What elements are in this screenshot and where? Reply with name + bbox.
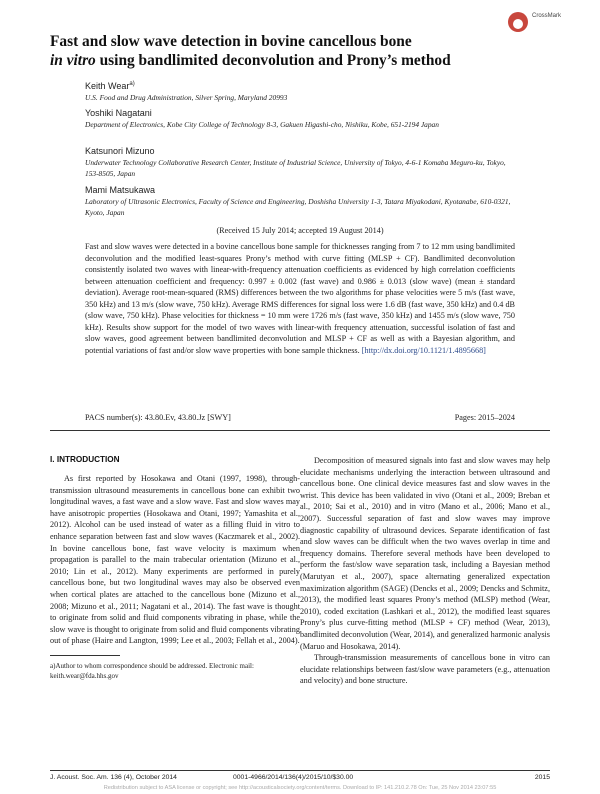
paper-title	[50, 33, 550, 70]
left-column	[50, 473, 300, 647]
abstract-text: Fast and slow waves were detected in a bovine cancellous bone sample for thicknesses ranging from 7 to 12 mm using bandlimited deconvolution and the modified least-squares Prony’s method with curve fitting (MLSP + CF). Bandlimited deconvolution consistently isolated two waves with linear-with-frequency attenuation coefficients as evidenced by high correlation coefficients between attenuation coefficient and frequency: 0.997 ± 0.002 (fast wave) and 0.986 ± 0.013 (slow wave) (mean ± standard deviation). Average root-mean-squared (RMS) differences between the two algorithms for phase velocities were 5 m/s (fast wave, 350 kHz) and 13 m/s (slow wave, 750 kHz). Average RMS differences for signal loss were 1.6 dB (fast wave, 350 kHz) and 0.4 dB (slow wave, 750 kHz). Phase velocities for thickness = 10 mm were 1726 m/s (fast wave, 350 kHz) and 1455 m/s (slow wave, 750 kHz). Results show support for the model of two waves with linear-with frequency attenuation, successful isolation of fast and slow waves, good agreement between bandlimited deconvolution and MLSP + CF as well as with a Bayesian algorithm, and potential variations of fast and/or slow wave properties with bone sample thickness.	[85, 242, 515, 355]
body-paragraph: Decomposition of measured signals into fast and slow waves may help elucidate mechanisms underlying the interaction between ultrasound and cancellous bone. One clinical device measures fast and slow waves in the wrist. This device has been validated in vivo (Otani et al., 2009; Breban et al., 2010; Sai et al., 2010) and in vitro (Mano et al., 2006; Mano et al., 2007). Successful separation of fast and slow waves may improve diagnostic capability of ultrasound devices. Separate identification of fast and slow waves can be difficult when the two waves overlap in time and frequency domains. Therefore several methods have been developed to perform the fast/slow wave separation task, including a Bayesian method (Marutyan et al., 2007), space alternating generalized expectation maximization algorithm (SAGE) (Dencks et al., 2009; Dencks and Schmitz, 2013), the modified least squares Prony’s method (MLSP) method (Wear, 2010), coded excitation (Lashkari et al., 2012), the modified least squares Prony’s plus curve-fitting method (MLSP + CF) method (Wear, 2013), bandlimited deconvolution (Wear, 2014), and generalized harmonic analysis (Maruo and Hosokawa, 2014).	[300, 456, 550, 651]
footer-divider	[50, 770, 550, 771]
body-paragraph: Through-transmission measurements of cancellous bone in vitro can elucidate relationships between fast/slow wave parameters (e.g., attenuation and velocity) and bone structure.	[300, 653, 550, 686]
author-affiliation: Underwater Technology Collaborative Research Center, Institute of Industrial Science, University of Tokyo, 4-6-1 Komaba Meguro-ku, Tokyo, 153-8505, Japan	[85, 158, 506, 178]
author-name: Katsunori Mizuno	[85, 146, 155, 156]
right-column	[300, 455, 550, 687]
intro-paragraph: As first reported by Hosokawa and Otani (1997, 1998), through-transmission ultrasound measurements in cancellous bone can exhibit two longitudinal waves, a fast wave and a slow wave. Fast and slow waves may have anisotropic properties (Hosokawa and Otani, 1997; Yamashita et al., 2012). Alcohol can be used instead of water as a filling fluid in vitro to enhance separation between fast and slow waves (Kaczmarek et al., 2002). In bovine cancellous bone, fast wave velocity is maximum when propagation is parallel to the main trabecular orientation (Mizuno et al., 2010; Lin et al., 2012). Many experiments are performed in purely cancellous bone, but two longitudinal waves may also be observed even when cortical plates are attached to the cancellous bone (Mizuno et al., 2008; Mizuno et al., 2011; Nagatani et al., 2014). The fast wave is thought to originate from solid and fluid components vibrating in phase, while the slow wave is thought to originate from solid and fluid components vibrating out of phase (Haire and Langton, 1999; Lee et al., 2003; Fellah et al., 2004).	[50, 474, 300, 646]
pacs-numbers: PACS number(s): 43.80.Ev, 43.80.Jz [SWY]	[85, 413, 231, 422]
page-range: Pages: 2015–2024	[454, 413, 515, 422]
footer-code: 0001-4966/2014/136(4)/2015/10/$30.00	[233, 774, 354, 781]
author-name: Yoshiki Nagatani	[85, 108, 152, 118]
author-affiliation: Laboratory of Ultrasonic Electronics, Faculty of Science and Engineering, Doshisha University 1-3, Tatara Miyakodani, Kyotanabe, 610-0321, Kyoto, Japan	[85, 197, 511, 217]
author-name: Mami Matsukawa	[85, 185, 156, 195]
page-number: 2015	[534, 774, 550, 781]
title-line-2-italic: in vitro	[50, 51, 96, 69]
author-affiliation: U.S. Food and Drug Administration, Silver Spring, Maryland 20993	[85, 93, 288, 102]
divider	[50, 430, 550, 431]
footer-journal: J. Acoust. Soc. Am. 136 (4), October 2014	[50, 774, 177, 781]
footnote: a)Author to whom correspondence should be addressed. Electronic mail: keith.wear@fda.hhs.gov	[50, 662, 254, 680]
footnote-divider	[50, 655, 120, 656]
section-heading: I. INTRODUCTION	[50, 455, 120, 464]
crossmark-label: CrossMark	[532, 13, 562, 19]
title-line-1: Fast and slow wave detection in bovine cancellous bone	[50, 33, 412, 50]
received-dates: (Received 15 July 2014; accepted 19 August 2014)	[216, 226, 384, 235]
author-affiliation: Department of Electronics, Kobe City College of Technology 8-3, Gakuen Higashi-cho, Nishiku, Kobe, 651-2194 Japan	[85, 120, 439, 129]
title-line-2-rest: using bandlimited deconvolution and Prony’s method	[95, 51, 451, 69]
author-name: Keith Wear$^{a)}$	[85, 81, 135, 91]
crossmark-icon	[508, 12, 528, 32]
redistribution-notice: Redistribution subject to ASA license or copyright; see http://acousticalsociety.org/content/terms. Download to IP: 141.210.2.78 On: Tue, 25 Nov 2014 23:07:55	[103, 785, 497, 791]
doi-link[interactable]: [http://dx.doi.org/10.1121/1.4895668]	[361, 345, 486, 355]
abstract	[85, 241, 515, 356]
